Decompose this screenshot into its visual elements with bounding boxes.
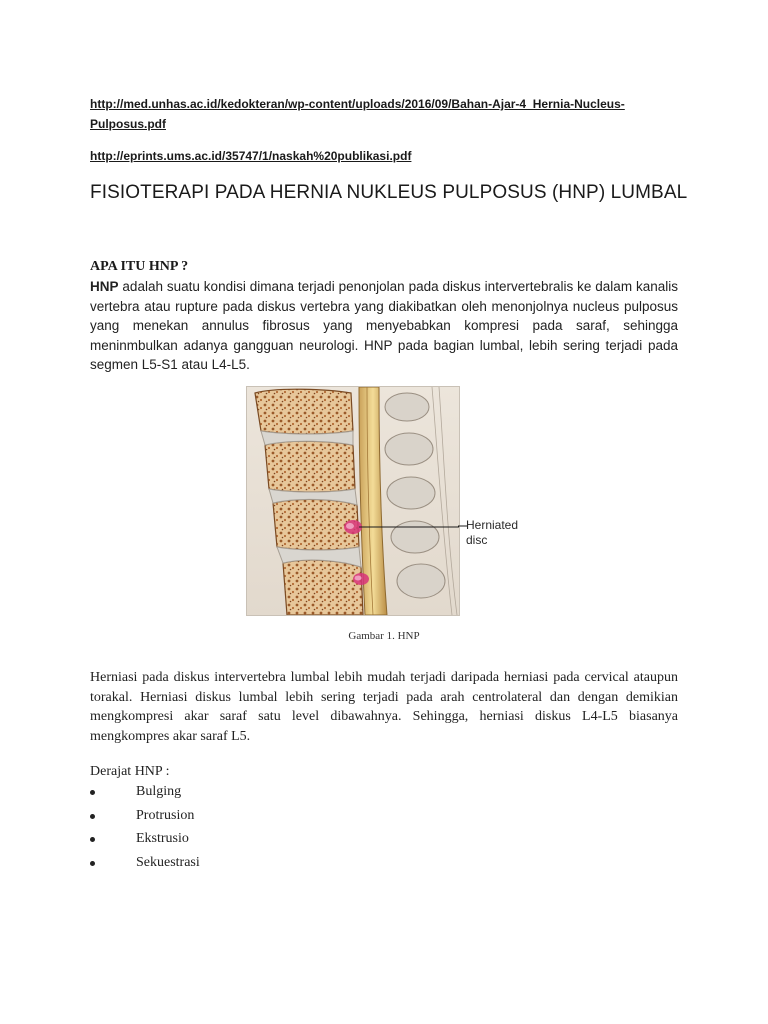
- hnp-definition-text: adalah suatu kondisi dimana terjadi penonjolan pada diskus intervertebralis ke dalam kanalis vertebra atau rupture pada diskus vertebra yang diakibatkan oleh menonjolnya nucleus pulposus yang menekan annulus fibrosus yang menyebabkan kompresi pada saraf, sehingga meninmbulkan adanya gangguan neurologi. HNP pada bagian lumbal, lebih sering terjadi pada segmen L5-S1 atau L4-L5.: [90, 279, 678, 372]
- hnp-definition-paragraph: [90, 277, 678, 375]
- spine-drawing: [247, 387, 459, 615]
- reference-link-ums[interactable]: http://eprints.ums.ac.id/35747/1/naskah%20publikasi.pdf: [90, 149, 412, 163]
- list-item-label: Sekuestrasi: [136, 854, 200, 870]
- bullet-icon: [90, 861, 95, 866]
- figure-caption: Gambar 1. HNP: [348, 630, 420, 642]
- list-item-label: Bulging: [136, 784, 182, 799]
- list-item-label: Ekstrusio: [136, 831, 189, 846]
- list-item-label: Protrusion: [136, 807, 195, 823]
- document-title: FISIOTERAPI PADA HERNIA NUKLEUS PULPOSUS (HNP) LUMBAL: [90, 182, 688, 203]
- reference-link-unhas[interactable]: http://med.unhas.ac.id/kedokteran/wp-content/uploads/2016/09/Bahan-Ajar-4_Hernia-Nucleus-Pulposus.pdf: [90, 97, 625, 131]
- spine-illustration: [246, 386, 460, 616]
- hnp-degrees-title: Derajat HNP :: [90, 764, 170, 779]
- section-heading: APA ITU HNP ?: [90, 259, 189, 274]
- herniated-disc-label: Herniated disc: [466, 518, 519, 547]
- hnp-term: HNP: [90, 279, 119, 294]
- bullet-icon: [90, 814, 95, 819]
- bullet-icon: [90, 790, 95, 795]
- bullet-icon: [90, 837, 95, 842]
- herniation-paragraph: Herniasi pada diskus intervertebra lumbal lebih mudah terjadi daripada herniasi pada cervical ataupun torakal. Herniasi diskus lumbal lebih sering terjadi pada arah centrolateral dan dengan demikian mengkompresi akar saraf satu level dibawahnya. Sehingga, herniasi diskus L4-L5 biasanya mengkompres akar saraf L5.: [90, 670, 678, 744]
